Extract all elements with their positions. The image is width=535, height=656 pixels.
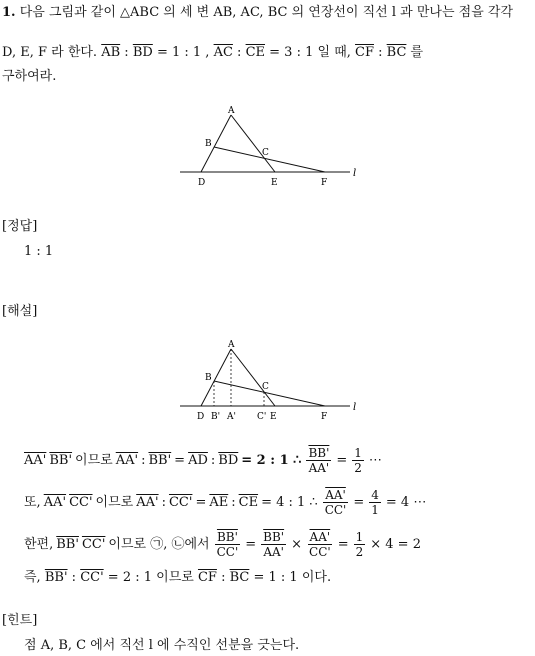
times: × (291, 537, 303, 552)
text: 또, (24, 495, 41, 510)
label-l-2: l (353, 402, 357, 413)
label-cp: C' (257, 412, 267, 422)
segment-ac: $\overline{AC}$ (213, 45, 233, 60)
problem-line-2: D, E, F 라 한다. $\overline{AB}$ : $\overline{BD} = 1$ : 1 , $\overline{AC}$ : $\overline{CE} = 3$ : 1 일 때, $\overline{CF}$ : $\overline{BC}$ 를 (2, 45, 424, 60)
text: 이므로 ㉠, ㉡에서 (108, 537, 210, 552)
text: 이므로 (75, 453, 113, 468)
numerator: AA' (325, 488, 346, 502)
line-ae (231, 115, 275, 172)
fraction (352, 446, 364, 475)
colon: : (141, 453, 146, 468)
problem-line-1 (2, 4, 513, 21)
numerator: AA' (309, 530, 331, 544)
label-c: C (262, 148, 269, 158)
fraction (354, 530, 366, 559)
numerator: 1 (354, 446, 362, 460)
seg: BB' (56, 537, 79, 552)
denominator: AA' (308, 461, 330, 475)
seg: BB' (44, 570, 68, 585)
denominator: 1 (371, 503, 379, 517)
segment-ce: $\overline{CE}$ (245, 45, 266, 60)
ratio-2: = 3 : 1 일 때, (269, 45, 351, 60)
problem-number: 1. (2, 5, 16, 20)
label-l: l (353, 168, 357, 179)
dots: ⋯ (368, 453, 382, 468)
fraction (323, 488, 349, 517)
label-ap: A' (227, 412, 236, 422)
fraction (307, 530, 333, 559)
ratio: = 4 : 1 ∴ (261, 495, 318, 510)
label-a-2: A (228, 340, 235, 350)
numerator: BB' (308, 446, 330, 460)
denominator: AA' (263, 545, 284, 559)
seg: CC' (81, 537, 106, 552)
equals: = (336, 453, 348, 468)
segment-cf: $\overline{CF}$ (355, 45, 374, 60)
seg: $\overline{CE}$ (238, 495, 259, 510)
seg: $\overline{BD}$ (218, 453, 239, 468)
numerator: BB' (216, 530, 238, 544)
label-a: A (228, 106, 235, 116)
equals: = (174, 453, 186, 468)
label-bp: B' (211, 412, 221, 422)
label-b-2: B (205, 373, 212, 383)
label-d-2: D (197, 412, 205, 422)
explanation-line-4: 즉, BB' : CC' = 2 : 1 이므로 $\overline{CF}$ : $\overline{BC} = 1$ : 1 이다. (24, 570, 332, 585)
line-ae-2 (231, 349, 275, 406)
label-e-2: E (270, 412, 277, 422)
label-d: D (198, 178, 206, 188)
label-c-2: C (262, 382, 269, 392)
hint-text: 점 A, B, C 에서 직선 l 에 수직인 선분을 긋는다. (24, 638, 300, 653)
label-e: E (271, 178, 278, 188)
ratio: = 2 : 1 ∴ (241, 453, 302, 468)
label-b: B (205, 139, 212, 149)
label-f-2: F (321, 412, 328, 422)
seg: $\overline{BC}$ (229, 570, 250, 585)
denominator: CC' (216, 545, 239, 559)
label-f: F (321, 178, 328, 188)
denominator: 2 (355, 545, 364, 559)
text: 이므로 (95, 495, 134, 510)
seg: BB' (148, 453, 172, 468)
figure-1 (178, 102, 363, 190)
seg: AA' (115, 453, 139, 468)
segment-bc: $\overline{BC}$ (386, 45, 407, 60)
seg: AA' (43, 495, 67, 510)
problem-text-2a: D, E, F 라 한다. (2, 45, 98, 60)
fraction (261, 530, 286, 559)
text: = 1 : 1 이다. (253, 570, 332, 585)
figure-2 (178, 336, 363, 424)
text: 한편, (24, 537, 54, 552)
answer-heading: [정답] (2, 219, 38, 234)
fraction (215, 530, 241, 559)
explanation-line-1: AA' BB' 이므로 AA' : BB' = $\overline{AD}$ : $\overline{BD}$ = 2 : 1 ∴ $\frac{BB'}{AA'}$ = $\frac{1}{2}$ ⋯ (24, 446, 382, 475)
denominator: 2 (354, 461, 362, 475)
fraction (369, 488, 381, 517)
problem-tail: 를 (410, 45, 424, 60)
text: = 4 ⋯ (385, 495, 427, 510)
text: × 4 = 2 (370, 537, 421, 552)
explanation-line-2: 또, AA' CC' 이므로 AA' : CC' = $\overline{AE}$ : $\overline{CE}$ = 4 : 1 ∴ $\frac{AA'}{CC'}$ = $\frac{4}{1}$ = 4 ⋯ (24, 488, 427, 517)
seg: AA' (24, 453, 47, 468)
segment-bd: $\overline{BD}$ (132, 45, 153, 60)
numerator: 4 (371, 488, 379, 502)
seg: CC' (80, 570, 104, 585)
denominator: CC' (324, 503, 347, 517)
numerator: BB' (263, 530, 285, 544)
ratio-1: = 1 : 1 , (156, 45, 210, 60)
segment-ab: $\overline{AB}$ (101, 45, 121, 60)
ratio: = 2 : 1 이므로 (107, 570, 194, 585)
seg: CC' (168, 495, 193, 510)
answer-value: 1 : 1 (24, 244, 54, 259)
denominator: CC' (309, 545, 331, 559)
seg: AA' (136, 495, 159, 510)
line-bf (214, 147, 325, 172)
seg: CC' (69, 495, 93, 510)
problem-text-1: 다음 그림과 같이 △ABC 의 세 변 AB, AC, BC 의 연장선이 직선 l 과 만나는 점을 각각 (19, 5, 514, 20)
hint-heading: [힌트] (2, 613, 38, 628)
explanation-line-3: 한편, BB' CC' 이므로 ㉠, ㉡에서 $\frac{BB'}{CC'}$ = $\frac{BB'}{AA'}$ × $\frac{AA'}{CC'}$ = $\frac{1}{2}$ × 4 = 2 (24, 530, 421, 559)
text: 즉, (24, 570, 41, 585)
seg: BB' (49, 453, 73, 468)
numerator: 1 (355, 530, 364, 544)
seg: $\overline{AD}$ (188, 453, 208, 468)
problem-line-3: 구하여라. (2, 69, 57, 84)
explanation-heading: [해설] (2, 304, 38, 319)
seg: $\overline{AE}$ (209, 495, 229, 510)
seg: $\overline{CF}$ (197, 570, 217, 585)
fraction (306, 446, 331, 475)
